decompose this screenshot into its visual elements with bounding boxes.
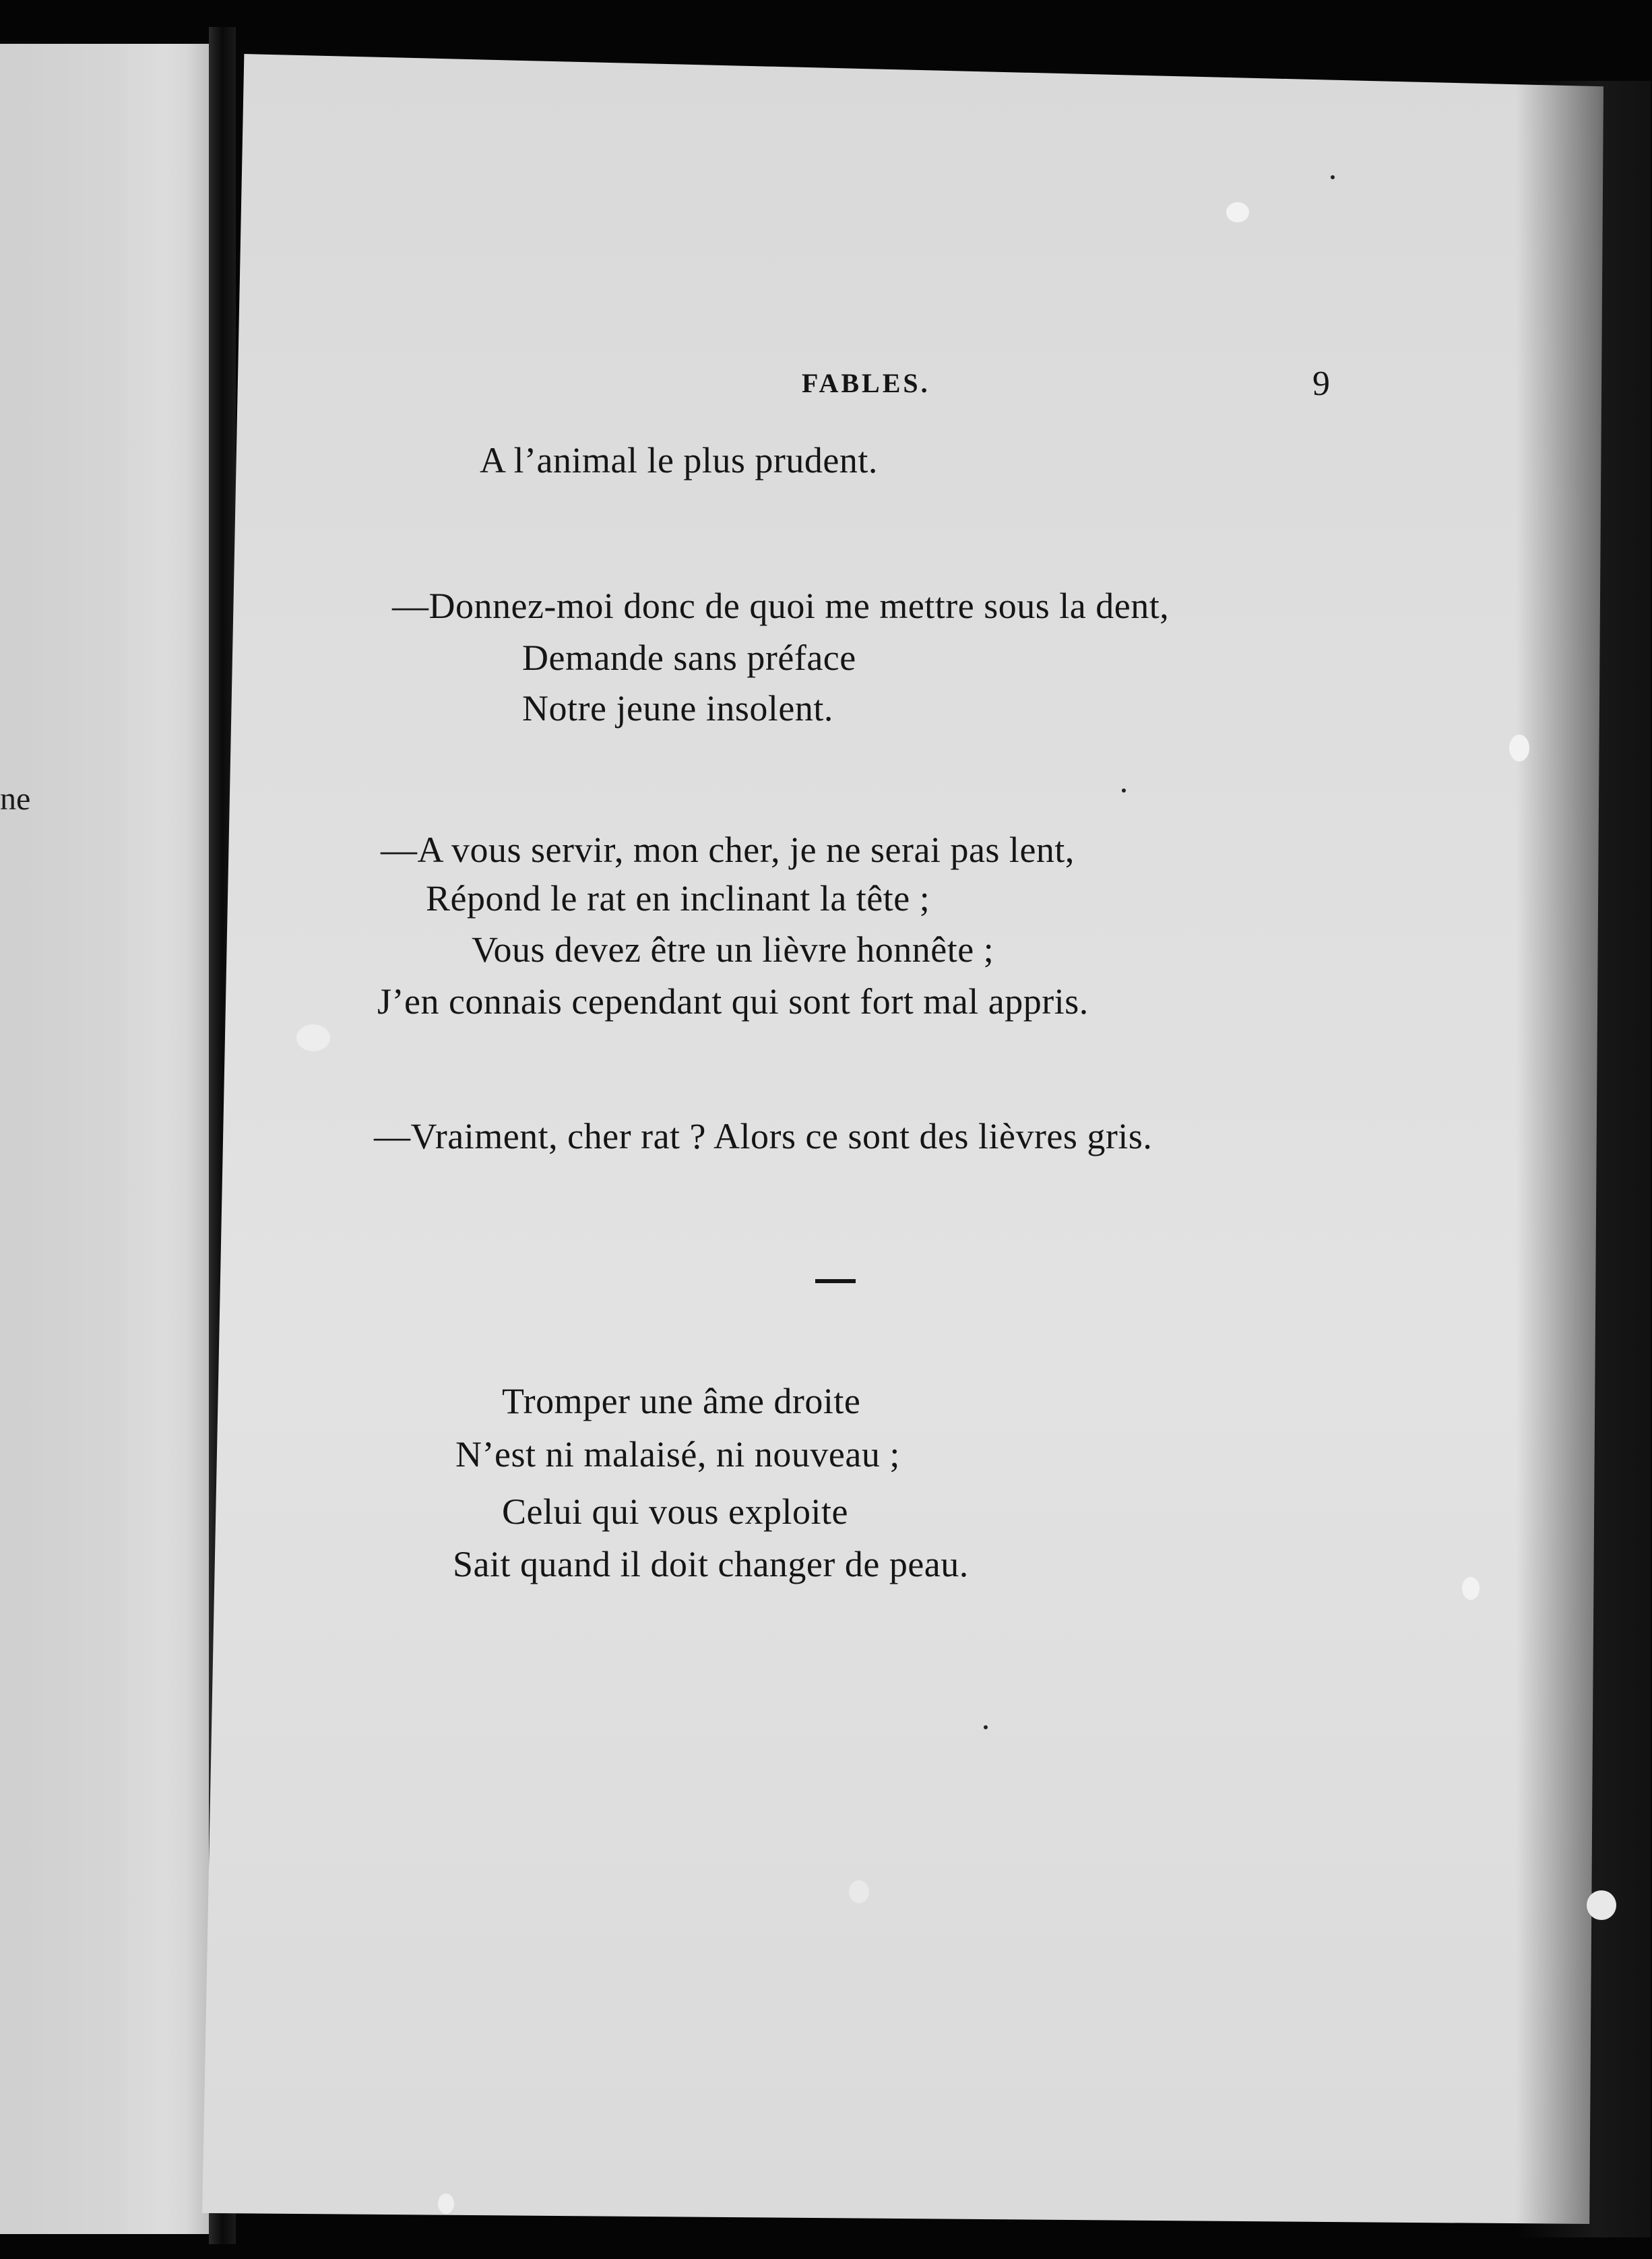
left-page-edge <box>121 44 222 2234</box>
page-edge-shadow <box>1516 81 1651 2237</box>
verse-line: —Vraiment, cher rat ? Alors ce sont des lièvres gris. <box>374 1116 1153 1156</box>
verse-line: Répond le rat en inclinant la tête ; <box>426 878 930 919</box>
verse-line: J’en connais cependant qui sont fort mal appris. <box>377 981 1089 1022</box>
paper-speck <box>849 1880 869 1903</box>
moral-line: N’est ni malaisé, ni nouveau ; <box>455 1434 900 1475</box>
paper-speck <box>1509 735 1529 762</box>
left-page-text-fragment: ne <box>0 781 31 817</box>
ink-dot <box>984 1725 988 1729</box>
moral-line: Celui qui vous exploite <box>502 1491 848 1532</box>
paper-speck <box>1226 202 1249 222</box>
paper-speck <box>438 2194 454 2214</box>
verse-line: A l’animal le plus prudent. <box>480 440 878 481</box>
verse-line: —Donnez-moi donc de quoi me mettre sous la dent, <box>392 586 1170 626</box>
moral-line: Sait quand il doit changer de peau. <box>453 1544 969 1584</box>
ink-dot <box>1331 175 1335 179</box>
verse-line: —A vous servir, mon cher, je ne serai pas lent, <box>381 830 1075 870</box>
moral-line: Tromper une âme droite <box>502 1381 861 1421</box>
paper-speck <box>296 1024 330 1051</box>
paper-speck <box>1587 1890 1616 1920</box>
page-number: 9 <box>1312 365 1330 403</box>
verse-line: Demande sans préface <box>522 638 856 678</box>
verse-line: Vous devez être un lièvre honnête ; <box>472 929 994 970</box>
running-header: FABLES. <box>802 368 930 398</box>
paper-speck <box>1462 1577 1480 1600</box>
section-separator <box>815 1279 856 1283</box>
verse-line: Notre jeune insolent. <box>522 688 833 729</box>
ink-dot <box>1122 788 1126 793</box>
